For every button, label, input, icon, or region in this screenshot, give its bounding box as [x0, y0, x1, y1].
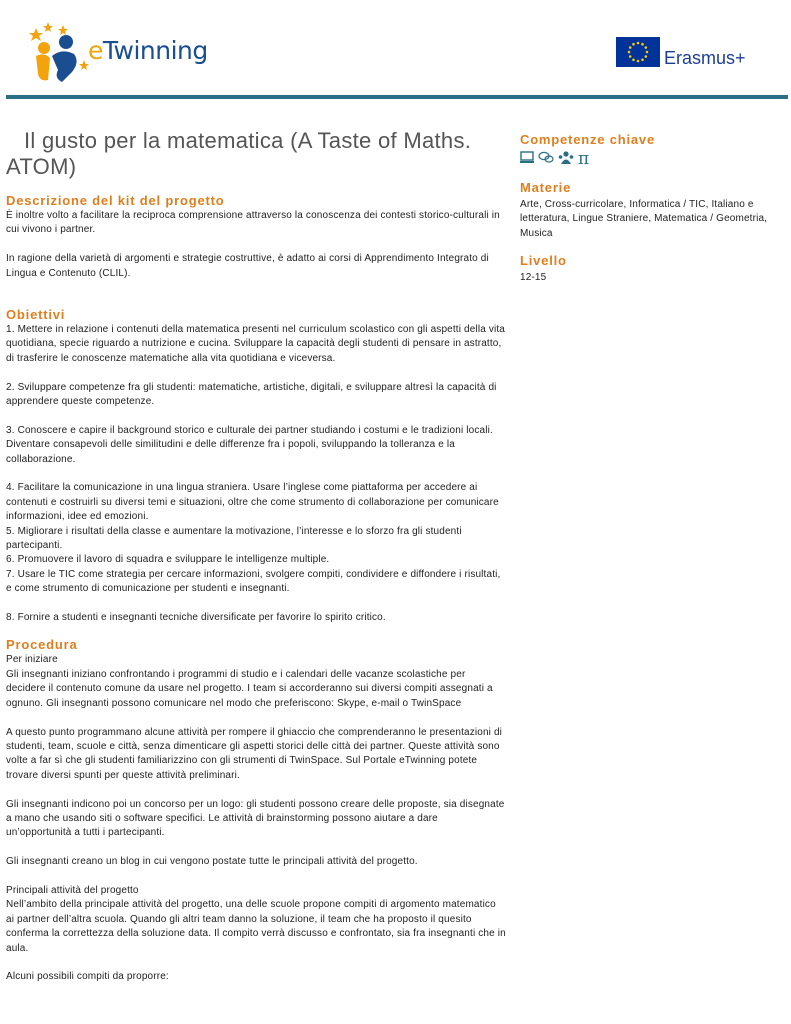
obiettivo-item: 4. Facilitare la comunicazione in una lingua straniera. Usare l’inglese come piattaforma per accedere ai contenuti e costruirli su diversi temi e situazioni, oltre che come strumento di collaborazione per comunicare informazioni, idee ed emozioni. — [6, 482, 499, 523]
obiettivo-item: 3. Conoscere e capire il background storico e culturale dei partner studiando i costumi e le tradizioni locali. Diventare consapevoli delle similitudini e delle differenze fra i popoli, sviluppando la tolleranza e la collaborazione. — [6, 424, 493, 465]
etwinning-wordmark-e: e — [88, 36, 103, 65]
obiettivo-item: 8. Fornire a studenti e insegnanti tecniche diversificate per favorire lo spirito critico. — [6, 612, 386, 624]
etwinning-logo[interactable] — [28, 22, 238, 86]
procedura-paragraph: Alcuni possibili compiti da proporre: — [6, 971, 169, 983]
erasmus-wordmark: Erasmus+ — [664, 48, 746, 68]
sidebar — [520, 132, 788, 286]
materie-heading: Materie — [520, 180, 572, 195]
materie-text: Arte, Cross-curricolare, Informatica / TIC, Italiano e letteratura, Lingue Straniere, Matematica / Geometria, Musica — [520, 199, 768, 239]
procedura-paragraph: Gli insegnanti indicono poi un concorso per un logo: gli studenti possono creare delle proposte, sia disegnate a mano che usando siti o software specifici. Le attività di brainstorming possono aiutare a dare un’opportunità a tutti i partecipanti. — [6, 798, 505, 839]
descrizione-heading: Descrizione del kit del progetto — [6, 193, 225, 208]
obiettivo-item: 1. Mettere in relazione i contenuti della matematica presenti nel curriculum scolastico con gli aspetti della vita quotidiana, specie riguardo a nutrizione e cucina. Sviluppare la capacità degli studenti di pensare in astratto, di trasferire le conoscenze matematiche alla vita quotidiana e viceversa. — [6, 324, 506, 364]
obiettivo-item: 6. Promuovere il lavoro di squadra e sviluppare le intelligenze multiple. — [6, 554, 330, 566]
procedura-paragraph: Gli insegnanti creano un blog in cui vengono postate tutte le principali attività del progetto. — [6, 856, 418, 868]
livello-text: 12-15 — [520, 272, 547, 284]
people-icon — [558, 151, 574, 167]
procedura-heading: Procedura — [6, 637, 78, 653]
pi-icon: π — [578, 149, 590, 169]
obiettivo-item: 2. Sviluppare competenze fra gli studenti: matematiche, artistiche, digitali, e sviluppare altresì la capacità di apprendere queste competenze. — [6, 381, 497, 408]
etwinning-figure-icon — [28, 22, 92, 86]
livello-heading: Livello — [520, 253, 567, 269]
obiettivi-heading: Obiettivi — [6, 307, 66, 323]
page-title: Il gusto per la matematica (A Taste of Maths. ATOM) — [6, 128, 472, 179]
procedura-paragraph: Gli insegnanti iniziano confrontando i programmi di studio e i calendari delle vacanze scolastiche per decidere il contenuto comune da usare nel progetto. I team si accorderanno sui diversi compiti assegnati a ognuno. Gli insegnanti possono comunicare nel modo che preferiscono: Skype, e-mail o TwinSpace — [6, 668, 493, 709]
computer-icon — [520, 151, 534, 167]
erasmus-logo[interactable] — [616, 37, 766, 69]
etwinning-wordmark — [88, 36, 208, 65]
obiettivo-item: 5. Migliorare i risultati della classe e aumentare la motivazione, l’interesse e lo sforzo fra gli studenti partecipanti. — [6, 525, 462, 552]
chat-bubbles-icon — [538, 151, 554, 167]
etwinning-wordmark-rest: Twinning — [102, 36, 208, 65]
procedura-subheading: Per iniziare — [6, 654, 58, 666]
descrizione-paragraph: È inoltre volto a facilitare la reciproca comprensione attraverso la conoscenza dei contesti storico-culturali in cui vivono i partner. — [6, 210, 500, 236]
competenze-heading: Competenze chiave — [520, 132, 655, 147]
header-divider — [6, 95, 788, 99]
obiettivo-item: 7. Usare le TIC come strategia per cercare informazioni, svolgere compiti, condividere e diffondere i risultati, e come strumento di comunicazione per studenti e insegnanti. — [6, 568, 501, 595]
eu-flag-icon — [616, 37, 660, 67]
procedura-paragraph: Nell’ambito della principale attività del progetto, una delle scuole propone compiti di argomento matematico ai partner dell’altra scuola. Quando gli altri team danno la soluzione, il team che ha proposto il quesito conferma la correttezza della soluzione data. Il compito verrà discusso e confrontato, sia fra insegnanti che in aula. — [6, 899, 506, 954]
descrizione-paragraph: In ragione della varietà di argomenti e strategie costruttive, è adatto ai corsi di Apprendimento Integrato di Lingua e Contenuto (CLIL). — [6, 253, 489, 279]
competenze-icons — [520, 151, 788, 167]
procedura-subheading: Principali attività del progetto — [6, 884, 139, 896]
page-header — [0, 0, 791, 100]
main-content — [6, 128, 506, 985]
procedura-paragraph: A questo punto programmano alcune attività per rompere il ghiaccio che comprenderanno le presentazioni di studenti, team, scuole e città, senza dimenticare gli aspetti storici delle città dei partner. Queste attività sono volte a far sì che gli studenti familiarizzino con gli strumenti di TwinSpace. Sul Portale eTwinning potete trovare diversi spunti per queste attività preliminari. — [6, 726, 503, 781]
